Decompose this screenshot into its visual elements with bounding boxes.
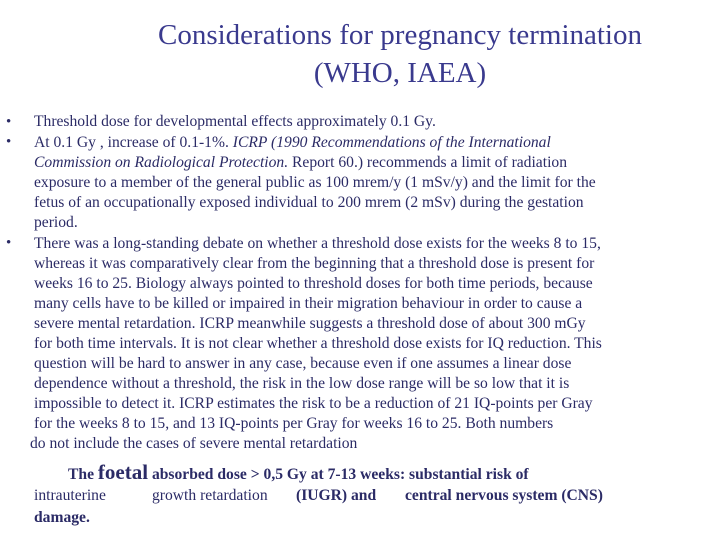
bullet-text: fetus of an occupationally exposed individual to 200 mrem (2 mSv) during the gestation bbox=[34, 194, 584, 211]
bullet-text: exposure to a member of the general public as 100 mrem/y (1 mSv/y) and the limit for the bbox=[34, 174, 596, 191]
text-run: ICRP (1990 Recommendations of the International bbox=[232, 134, 551, 151]
slide-title-line1: Considerations for pregnancy termination bbox=[157, 19, 642, 51]
bullet-text: whereas it was comparatively clear from the beginning that a threshold dose is present for bbox=[34, 255, 595, 272]
bullet-text: for both time intervals. It is not clear whether a threshold dose exists for IQ reduction. This bbox=[34, 335, 602, 352]
text-run: absorbed dose > 0,5 Gy at 7-13 weeks: substantial risk of bbox=[148, 466, 529, 483]
footer-line3: damage. bbox=[34, 509, 90, 526]
text-run: central nervous system (CNS) bbox=[405, 487, 603, 504]
bullet-text: There was a long-standing debate on whether a threshold dose exists for the weeks 8 to 15, bbox=[34, 235, 601, 252]
text-run: Report 60.) recommends a limit of radiation bbox=[288, 154, 567, 171]
bullet-icon: • bbox=[6, 114, 12, 130]
footer-line1 bbox=[68, 462, 529, 485]
footer-line2 bbox=[34, 486, 603, 506]
bullet-text: for the weeks 8 to 15, and 13 IQ-points per Gray for weeks 16 to 25. Both numbers bbox=[34, 415, 554, 432]
text-run: intrauterine bbox=[34, 487, 106, 504]
text-run: growth retardation bbox=[152, 487, 268, 504]
bullet-text: weeks 16 to 25. Biology always pointed to threshold doses for both time periods, because bbox=[34, 275, 593, 292]
bullet-icon: • bbox=[6, 134, 12, 150]
bullet-text: many cells have to be killed or impaired in their migration behaviour in order to cause a bbox=[34, 295, 583, 312]
text-run: The bbox=[68, 466, 98, 483]
bullet-text bbox=[34, 153, 567, 173]
bullet-text bbox=[34, 133, 551, 153]
bullet-text: question will be hard to answer in any case, because even if one assumes a linear dose bbox=[34, 355, 572, 372]
bullet-text: severe mental retardation. ICRP meanwhile suggests a threshold dose of about 300 mGy bbox=[34, 315, 586, 332]
trailing-text: do not include the cases of severe mental retardation bbox=[30, 435, 358, 452]
text-run: (IUGR) and bbox=[296, 487, 377, 504]
slide-title-line2: (WHO, IAEA) bbox=[313, 57, 487, 89]
foetal-emphasis: foetal bbox=[97, 460, 149, 484]
bullet-text: dependence without a threshold, the risk in the low dose range will be so low that it is bbox=[34, 375, 570, 392]
bullet-text: period. bbox=[34, 214, 78, 231]
bullet-text: impossible to detect it. ICRP estimates the risk to be a reduction of 21 IQ-points per Gray bbox=[34, 395, 593, 412]
bullet-icon: • bbox=[6, 235, 12, 251]
bullet-text: Threshold dose for developmental effects approximately 0.1 Gy. bbox=[34, 113, 436, 130]
text-run: Commission on Radiological Protection. bbox=[34, 154, 289, 171]
text-run: At 0.1 Gy , increase of 0.1-1%. bbox=[34, 134, 233, 151]
